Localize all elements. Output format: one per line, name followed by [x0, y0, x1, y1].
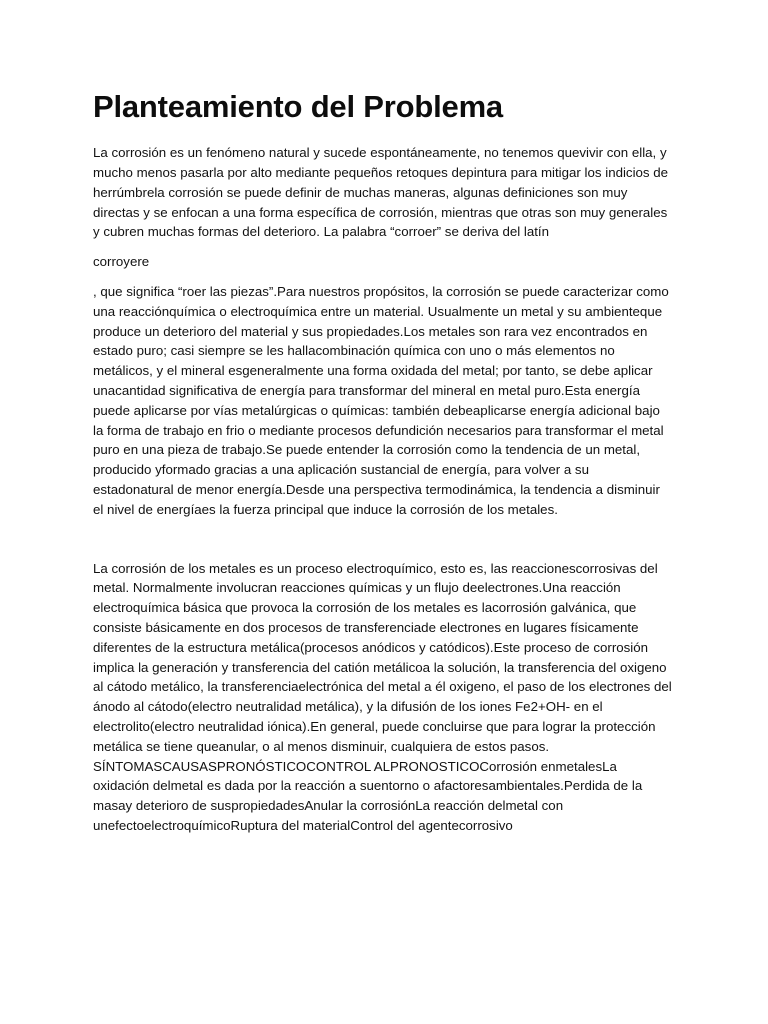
paragraph-intro: La corrosión es un fenómeno natural y sucede espontáneamente, no tenemos quevivir con ella, y mucho menos pasarla por alto mediante pequeños retoques depintura para mitigar los indicios de herrúmbrela corrosión se puede definir de muchas maneras, algunas definiciones son muy directas y se enfocan a una forma específica de corrosión, mientras que otras son muy generales y cubren muchas formas del deterioro. La palabra “corroer” se deriva del latín: [93, 145, 669, 240]
document-page: [93, 88, 673, 836]
page-title: Planteamiento del Problema: [93, 89, 503, 124]
paragraph-electrochemistry: La corrosión de los metales es un proceso electroquímico, esto es, las reaccionescorrosivas del metal. Normalmente involucran reacciones químicas y un flujo deelectrones.Una reacción electroquímica básica que provoca la corrosión de los metales es lacorrosión galvánica, que consiste básicamente en dos procesos de transferenciade electrones en lugares físicamente diferentes de la estructura metálica(procesos anódicos y catódicos).Este proceso de corrosión implica la generación y transferencia del catión metálicoa la solución, la transferencia del oxigeno al cátodo metálico, la transferenciaelectrónica del metal a él oxigeno, el paso de los electrones del ánodo al cátodo(electro neutralidad metálica), y la difusión de los iones Fe2+OH- en el electrolito(electro neutralidad iónica).En general, puede concluirse que para lograr la protección metálica se tiene queanular, o al menos disminuir, cualquiera de estos pasos. SÍNTOMASCAUSASPRONÓSTICOCONTROL ALPRONOSTICOCorrosión enmetalesLa oxidación delmetal es dada por la reacción a suentorno o afactoresambientales.Perdida de la masay deterioro de suspropiedadesAnular la corrosiónLa reacción delmetal con unefectoelectroquímicoRuptura del materialControl del agentecorrosivo: [93, 560, 672, 833]
paragraph-latin-word: corroyere: [93, 254, 150, 270]
paragraph-definition: , que significa “roer las piezas”.Para nuestros propósitos, la corrosión se puede caracterizar como una reacciónquímica o electroquímica entre un material. Usualmente un metal y su ambienteque produce un deterioro del material y sus propiedades.Los metales son rara vez encontrados en estado puro; casi siempre se les hallacombinación química con uno o más elementos no metálicos, y el mineral esgeneralmente una forma oxidada del metal; por tanto, se debe aplicar unacantidad significativa de energía para transformar del mineral en metal puro.Esta energía puede aplicarse por vías metalúrgicas o químicas: también debeaplicarse energía adicional bajo la forma de trabajo en frio o mediante procesos defundición necesarios para transformar el metal puro en una pieza de trabajo.Se puede entender la corrosión como la tendencia de un metal, producido yformado gracias a una aplicación sustancial de energía, para volver a su estadonatural de menor energía.Desde una perspectiva termodinámica, la tendencia a disminuir el nivel de energíaes la fuerza principal que induce la corrosión de los metales.: [93, 283, 669, 517]
